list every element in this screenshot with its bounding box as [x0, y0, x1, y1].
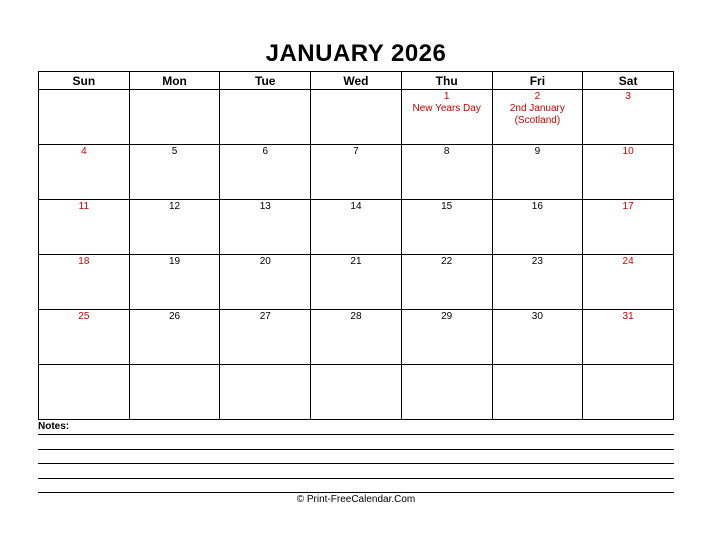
weekday-tue: Tue	[220, 72, 311, 90]
day-cell	[583, 310, 674, 365]
day-number: 8	[443, 146, 450, 157]
day-cell	[492, 310, 583, 365]
day-number: 3	[625, 91, 631, 102]
day-number: 13	[259, 201, 271, 212]
day-number: 30	[531, 311, 543, 322]
week-row	[39, 310, 674, 365]
day-number: 29	[441, 311, 453, 322]
weekday-fri: Fri	[492, 72, 583, 90]
day-number: 10	[622, 146, 634, 157]
day-cell	[583, 90, 674, 145]
day-cell	[220, 255, 311, 310]
calendar-grid	[38, 71, 674, 420]
day-number: 18	[78, 256, 90, 267]
day-cell	[39, 365, 130, 420]
day-number: 5	[171, 146, 178, 157]
weekday-mon: Mon	[129, 72, 220, 90]
day-cell	[583, 200, 674, 255]
day-cell	[39, 145, 130, 200]
day-cell	[401, 145, 492, 200]
day-cell	[220, 365, 311, 420]
day-cell	[492, 200, 583, 255]
day-number: 22	[441, 256, 453, 267]
week-row	[39, 365, 674, 420]
day-cell	[583, 255, 674, 310]
day-cell	[39, 90, 130, 145]
week-row	[39, 145, 674, 200]
day-number: 11	[78, 201, 90, 212]
day-number: 27	[259, 311, 271, 322]
day-cell	[220, 200, 311, 255]
day-cell	[311, 145, 402, 200]
day-number: 12	[168, 201, 181, 212]
day-cell	[401, 90, 492, 145]
day-cell	[39, 255, 130, 310]
day-number: 28	[350, 311, 362, 322]
notes-line	[38, 463, 674, 464]
day-number: 9	[534, 146, 541, 157]
day-cell	[129, 365, 220, 420]
day-cell	[311, 90, 402, 145]
day-cell	[39, 310, 130, 365]
day-number: 2	[534, 91, 541, 102]
day-cell	[129, 255, 220, 310]
copyright-footer: © Print-FreeCalendar.Com	[296, 494, 416, 505]
day-number: 23	[531, 256, 543, 267]
holiday-label: New Years Day	[412, 103, 481, 114]
day-cell	[401, 365, 492, 420]
week-row	[39, 90, 674, 145]
day-cell	[220, 145, 311, 200]
day-cell	[311, 255, 402, 310]
notes-line	[38, 434, 674, 435]
day-number: 26	[168, 311, 181, 322]
notes-line	[38, 478, 674, 479]
day-cell	[220, 310, 311, 365]
calendar-title: JANUARY 2026	[265, 40, 447, 67]
weekday-sat: Sat	[583, 72, 674, 90]
day-number: 17	[622, 201, 634, 212]
holiday-label: 2nd January	[509, 103, 565, 114]
day-cell	[401, 310, 492, 365]
day-cell	[492, 255, 583, 310]
weekday-header-row	[39, 72, 674, 90]
notes-line	[38, 492, 674, 493]
day-number: 19	[168, 256, 181, 267]
day-number: 15	[441, 201, 453, 212]
day-cell	[311, 310, 402, 365]
day-cell	[401, 200, 492, 255]
day-cell	[583, 145, 674, 200]
week-row	[39, 255, 674, 310]
day-cell	[311, 365, 402, 420]
day-number: 31	[622, 311, 634, 322]
day-cell	[401, 255, 492, 310]
day-number: 21	[350, 256, 362, 267]
day-cell	[129, 90, 220, 145]
day-number: 24	[622, 256, 634, 267]
day-number: 4	[81, 146, 87, 157]
day-cell	[220, 90, 311, 145]
holiday-label: (Scotland)	[514, 115, 561, 126]
day-cell	[492, 90, 583, 145]
day-cell	[492, 365, 583, 420]
weekday-wed: Wed	[311, 72, 402, 90]
day-cell	[129, 145, 220, 200]
week-row	[39, 200, 674, 255]
day-number: 14	[350, 201, 362, 212]
day-cell	[39, 200, 130, 255]
notes-label: Notes:	[38, 421, 70, 432]
weekday-thu: Thu	[401, 72, 492, 90]
day-cell	[492, 145, 583, 200]
day-number: 16	[531, 201, 543, 212]
day-number: 6	[262, 146, 269, 157]
day-number: 25	[78, 311, 90, 322]
day-number: 1	[443, 91, 450, 102]
day-cell	[129, 310, 220, 365]
day-cell	[129, 200, 220, 255]
day-number: 20	[259, 256, 271, 267]
weekday-sun: Sun	[39, 72, 130, 90]
day-cell	[583, 365, 674, 420]
notes-line	[38, 449, 674, 450]
day-number: 7	[353, 146, 359, 157]
day-cell	[311, 200, 402, 255]
